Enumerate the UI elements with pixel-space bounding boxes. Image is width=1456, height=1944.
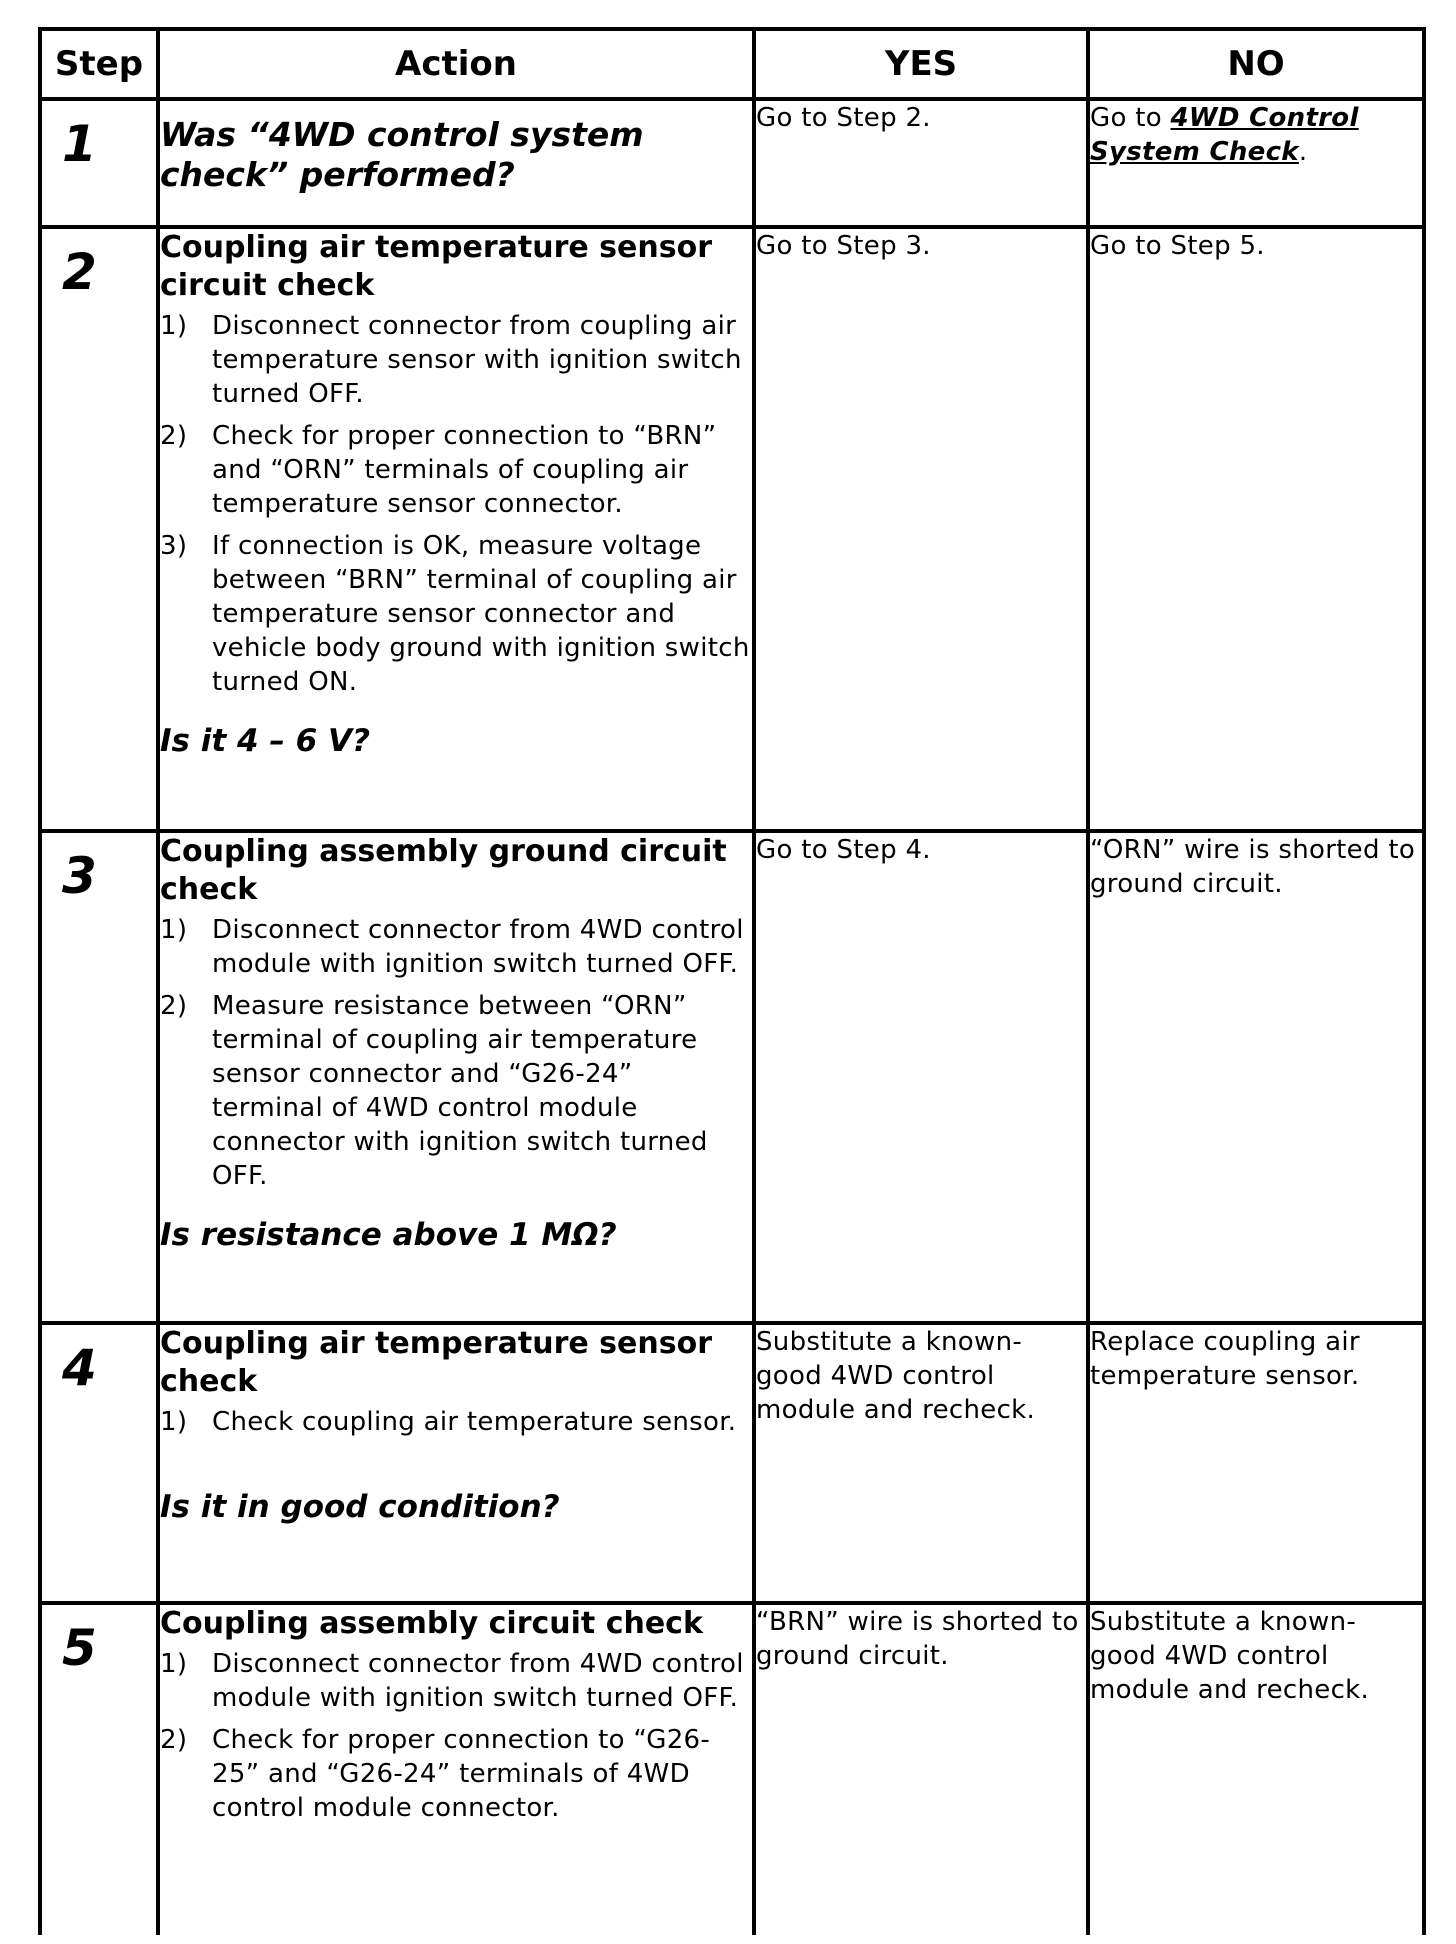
no-cell: Replace coupling air temperature sensor. [1088, 1323, 1424, 1603]
yes-cell: Go to Step 3. [754, 227, 1088, 831]
item-text: Measure resistance between “ORN” terminal of coupling air temperature sensor connector and “G26-24” terminal of 4WD control module connector with ignition switch turned OFF. [212, 991, 708, 1191]
item-text: Disconnect connector from 4WD control module with ignition switch turned OFF. [212, 1649, 744, 1713]
system-check-link[interactable]: 4WD Control System Check [1090, 103, 1359, 167]
procedure-list [160, 1647, 752, 1825]
yes-cell: Substitute a known-good 4WD control module and recheck. [754, 1323, 1088, 1603]
list-item [160, 913, 752, 981]
procedure-list [160, 309, 752, 699]
list-item [160, 419, 752, 521]
action-question: Was “4WD control system check” performed? [160, 115, 644, 194]
list-item [160, 529, 752, 699]
no-cell: “ORN” wire is shorted to ground circuit. [1088, 831, 1424, 1323]
step-number: 1 [62, 115, 97, 173]
item-text: Disconnect connector from coupling air temperature sensor with ignition switch turned OFF. [212, 311, 742, 409]
header-row [40, 29, 1424, 99]
action-title: Coupling assembly circuit check [160, 1606, 703, 1641]
action-cell [158, 1603, 754, 1935]
item-text: Check for proper connection to “BRN” and “ORN” terminals of coupling air temperature sensor connector. [212, 421, 717, 519]
step-cell [40, 99, 158, 227]
list-item [160, 989, 752, 1193]
header-no: NO [1088, 29, 1424, 99]
yes-cell: “BRN” wire is shorted to ground circuit. [754, 1603, 1088, 1935]
step-cell [40, 831, 158, 1323]
header-action: Action [158, 29, 754, 99]
table-row [40, 99, 1424, 227]
yes-cell: Go to Step 4. [754, 831, 1088, 1323]
no-text-suffix: . [1298, 137, 1308, 167]
step-number: 2 [62, 243, 97, 301]
item-number: 2) [160, 1725, 188, 1755]
action-question: Is it in good condition? [160, 1489, 560, 1525]
item-number: 2) [160, 421, 188, 451]
list-item [160, 1405, 752, 1439]
step-number: 4 [62, 1339, 97, 1397]
action-title: Coupling air temperature sensor check [160, 1326, 712, 1399]
action-cell [158, 1323, 754, 1603]
item-text: If connection is OK, measure voltage between “BRN” terminal of coupling air temperature sensor connector and vehicle body ground with ignition switch turned ON. [212, 531, 750, 697]
header-yes: YES [754, 29, 1088, 99]
step-cell [40, 1603, 158, 1935]
item-text: Disconnect connector from 4WD control module with ignition switch turned OFF. [212, 915, 744, 979]
action-question: Is it 4 – 6 V? [160, 723, 371, 759]
list-item [160, 309, 752, 411]
no-cell [1088, 99, 1424, 227]
procedure-list [160, 1405, 752, 1439]
list-item [160, 1723, 752, 1825]
step-number: 3 [62, 847, 97, 905]
troubleshooting-page [38, 27, 1422, 1935]
header-step: Step [40, 29, 158, 99]
item-number: 1) [160, 311, 188, 341]
table-row [40, 1323, 1424, 1603]
item-number: 1) [160, 915, 188, 945]
step-cell [40, 1323, 158, 1603]
item-number: 1) [160, 1649, 188, 1679]
item-text: Check for proper connection to “G26-25” and “G26-24” terminals of 4WD control module connector. [212, 1725, 711, 1823]
diagnostic-table [38, 27, 1426, 1935]
action-cell [158, 831, 754, 1323]
action-title: Coupling assembly ground circuit check [160, 834, 727, 907]
table-row [40, 1603, 1424, 1935]
item-text: Check coupling air temperature sensor. [212, 1407, 737, 1437]
item-number: 1) [160, 1407, 188, 1437]
action-cell [158, 99, 754, 227]
no-text-prefix: Go to [1090, 103, 1171, 133]
procedure-list [160, 913, 752, 1193]
step-number: 5 [62, 1619, 97, 1677]
step-cell [40, 227, 158, 831]
item-number: 2) [160, 991, 188, 1021]
action-title: Coupling air temperature sensor circuit check [160, 230, 712, 303]
no-cell: Substitute a known-good 4WD control module and recheck. [1088, 1603, 1424, 1935]
item-number: 3) [160, 531, 188, 561]
action-cell [158, 227, 754, 831]
list-item [160, 1647, 752, 1715]
no-cell: Go to Step 5. [1088, 227, 1424, 831]
action-question: Is resistance above 1 MΩ? [160, 1217, 617, 1253]
table-row [40, 227, 1424, 831]
yes-cell: Go to Step 2. [754, 99, 1088, 227]
table-row [40, 831, 1424, 1323]
